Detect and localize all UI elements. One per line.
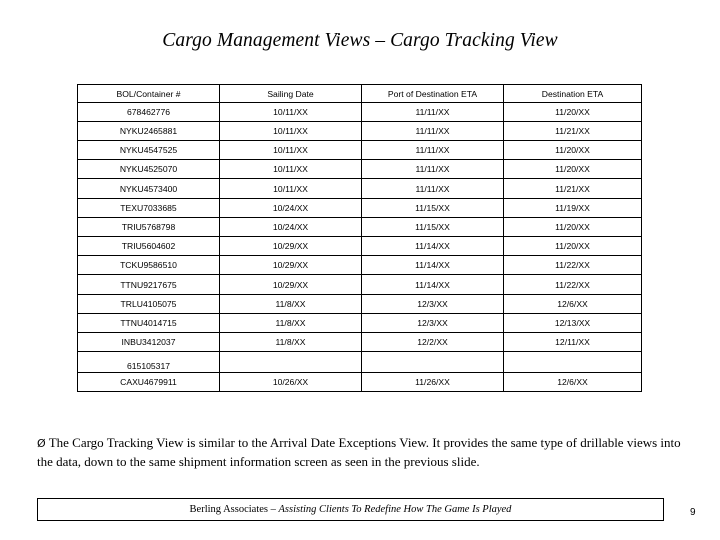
cell-port-eta: 11/11/XX <box>362 141 504 160</box>
cell-bol: NYKU4573400 <box>78 179 220 199</box>
note-text: The Cargo Tracking View is similar to the Arrival Date Exceptions View. It provides the same type of drillable views into the data, down to the same shipment information screen as seen in the previous slide. <box>37 435 681 469</box>
table-row[interactable] <box>78 199 642 218</box>
table-row[interactable] <box>78 275 642 295</box>
cell-sailing-date: 10/11/XX <box>220 103 362 122</box>
arrow-bullet-icon: Ø <box>37 437 46 450</box>
cell-sailing-date: 10/29/XX <box>220 256 362 275</box>
cell-sailing-date: 10/29/XX <box>220 275 362 295</box>
cell-destination-eta: 11/20/XX <box>504 160 642 179</box>
cell-sailing-date: 10/11/XX <box>220 160 362 179</box>
cell-sailing-date: 10/11/XX <box>220 141 362 160</box>
table-row[interactable] <box>78 295 642 314</box>
table-row[interactable] <box>78 160 642 179</box>
cell-empty <box>504 352 642 373</box>
table-row[interactable] <box>78 141 642 160</box>
cell-bol: TRIU5768798 <box>78 218 220 237</box>
cell-port-eta: 12/3/XX <box>362 314 504 333</box>
cell-destination-eta: 11/20/XX <box>504 218 642 237</box>
footer-tagline: Assisting Clients To Redefine How The Game Is Played <box>278 504 512 515</box>
cell-port-eta: 11/11/XX <box>362 103 504 122</box>
cell-port-eta: 12/2/XX <box>362 333 504 352</box>
table-header-row <box>78 85 642 103</box>
cell-bol: TCKU9586510 <box>78 256 220 275</box>
cell-bol: TRLU4105075 <box>78 295 220 314</box>
footer-company: Berling Associates <box>189 504 268 515</box>
cell-destination-eta: 11/22/XX <box>504 256 642 275</box>
cell-sailing-date: 10/24/XX <box>220 218 362 237</box>
cell-bol: TTNU9217675 <box>78 275 220 295</box>
cell-sailing-date: 10/11/XX <box>220 122 362 141</box>
cell-sailing-date: 11/8/XX <box>220 333 362 352</box>
table-row[interactable] <box>78 237 642 256</box>
cell-port-eta: 11/14/XX <box>362 275 504 295</box>
cell-sailing-date: 11/8/XX <box>220 295 362 314</box>
table-row[interactable] <box>78 373 642 392</box>
note-paragraph <box>37 434 687 471</box>
cell-port-eta: 11/15/XX <box>362 218 504 237</box>
cell-port-eta: 11/26/XX <box>362 373 504 392</box>
footer-banner <box>37 498 664 521</box>
cargo-tracking-table <box>77 84 642 392</box>
cell-sailing-date: 10/24/XX <box>220 199 362 218</box>
cell-sailing-date: 11/8/XX <box>220 314 362 333</box>
cell-destination-eta: 11/21/XX <box>504 179 642 199</box>
cell-destination-eta: 12/13/XX <box>504 314 642 333</box>
cell-bol: NYKU4547525 <box>78 141 220 160</box>
table-row[interactable] <box>78 103 642 122</box>
table-row[interactable] <box>78 218 642 237</box>
cell-destination-eta: 12/6/XX <box>504 373 642 392</box>
page-number: 9 <box>690 507 696 518</box>
cell-port-eta: 11/11/XX <box>362 179 504 199</box>
cell-destination-eta: 11/21/XX <box>504 122 642 141</box>
cell-port-eta: 11/15/XX <box>362 199 504 218</box>
cell-destination-eta: 11/19/XX <box>504 199 642 218</box>
cell-destination-eta: 12/6/XX <box>504 295 642 314</box>
cell-port-eta: 11/14/XX <box>362 256 504 275</box>
cell-sailing-date: 10/26/XX <box>220 373 362 392</box>
cell-bol: 678462776 <box>78 103 220 122</box>
cell-port-eta: 11/11/XX <box>362 160 504 179</box>
table-row[interactable] <box>78 314 642 333</box>
cell-group-label: 615105317 <box>78 352 220 373</box>
column-header-bol: BOL/Container # <box>78 85 220 103</box>
cell-bol: TTNU4014715 <box>78 314 220 333</box>
table-row[interactable] <box>78 179 642 199</box>
table-body <box>78 103 642 392</box>
cell-destination-eta: 11/20/XX <box>504 237 642 256</box>
cell-bol: TEXU7033685 <box>78 199 220 218</box>
column-header-destination-eta: Destination ETA <box>504 85 642 103</box>
cell-destination-eta: 12/11/XX <box>504 333 642 352</box>
cell-bol: INBU3412037 <box>78 333 220 352</box>
column-header-sailing-date: Sailing Date <box>220 85 362 103</box>
cell-bol: TRIU5604602 <box>78 237 220 256</box>
cell-port-eta: 11/11/XX <box>362 122 504 141</box>
footer-dash: – <box>268 504 279 515</box>
table-row[interactable] <box>78 256 642 275</box>
cell-port-eta: 11/14/XX <box>362 237 504 256</box>
cell-empty <box>220 352 362 373</box>
cell-empty <box>362 352 504 373</box>
cell-destination-eta: 11/20/XX <box>504 103 642 122</box>
table-group-row[interactable] <box>78 352 642 373</box>
slide-title: Cargo Management Views – Cargo Tracking View <box>162 30 558 51</box>
column-header-port-eta: Port of Destination ETA <box>362 85 504 103</box>
cell-bol: NYKU2465881 <box>78 122 220 141</box>
cell-sailing-date: 10/11/XX <box>220 179 362 199</box>
cell-port-eta: 12/3/XX <box>362 295 504 314</box>
cell-destination-eta: 11/22/XX <box>504 275 642 295</box>
cell-sailing-date: 10/29/XX <box>220 237 362 256</box>
table-row[interactable] <box>78 333 642 352</box>
table-row[interactable] <box>78 122 642 141</box>
cell-destination-eta: 11/20/XX <box>504 141 642 160</box>
cell-bol: CAXU4679911 <box>78 373 220 392</box>
cell-bol: NYKU4525070 <box>78 160 220 179</box>
